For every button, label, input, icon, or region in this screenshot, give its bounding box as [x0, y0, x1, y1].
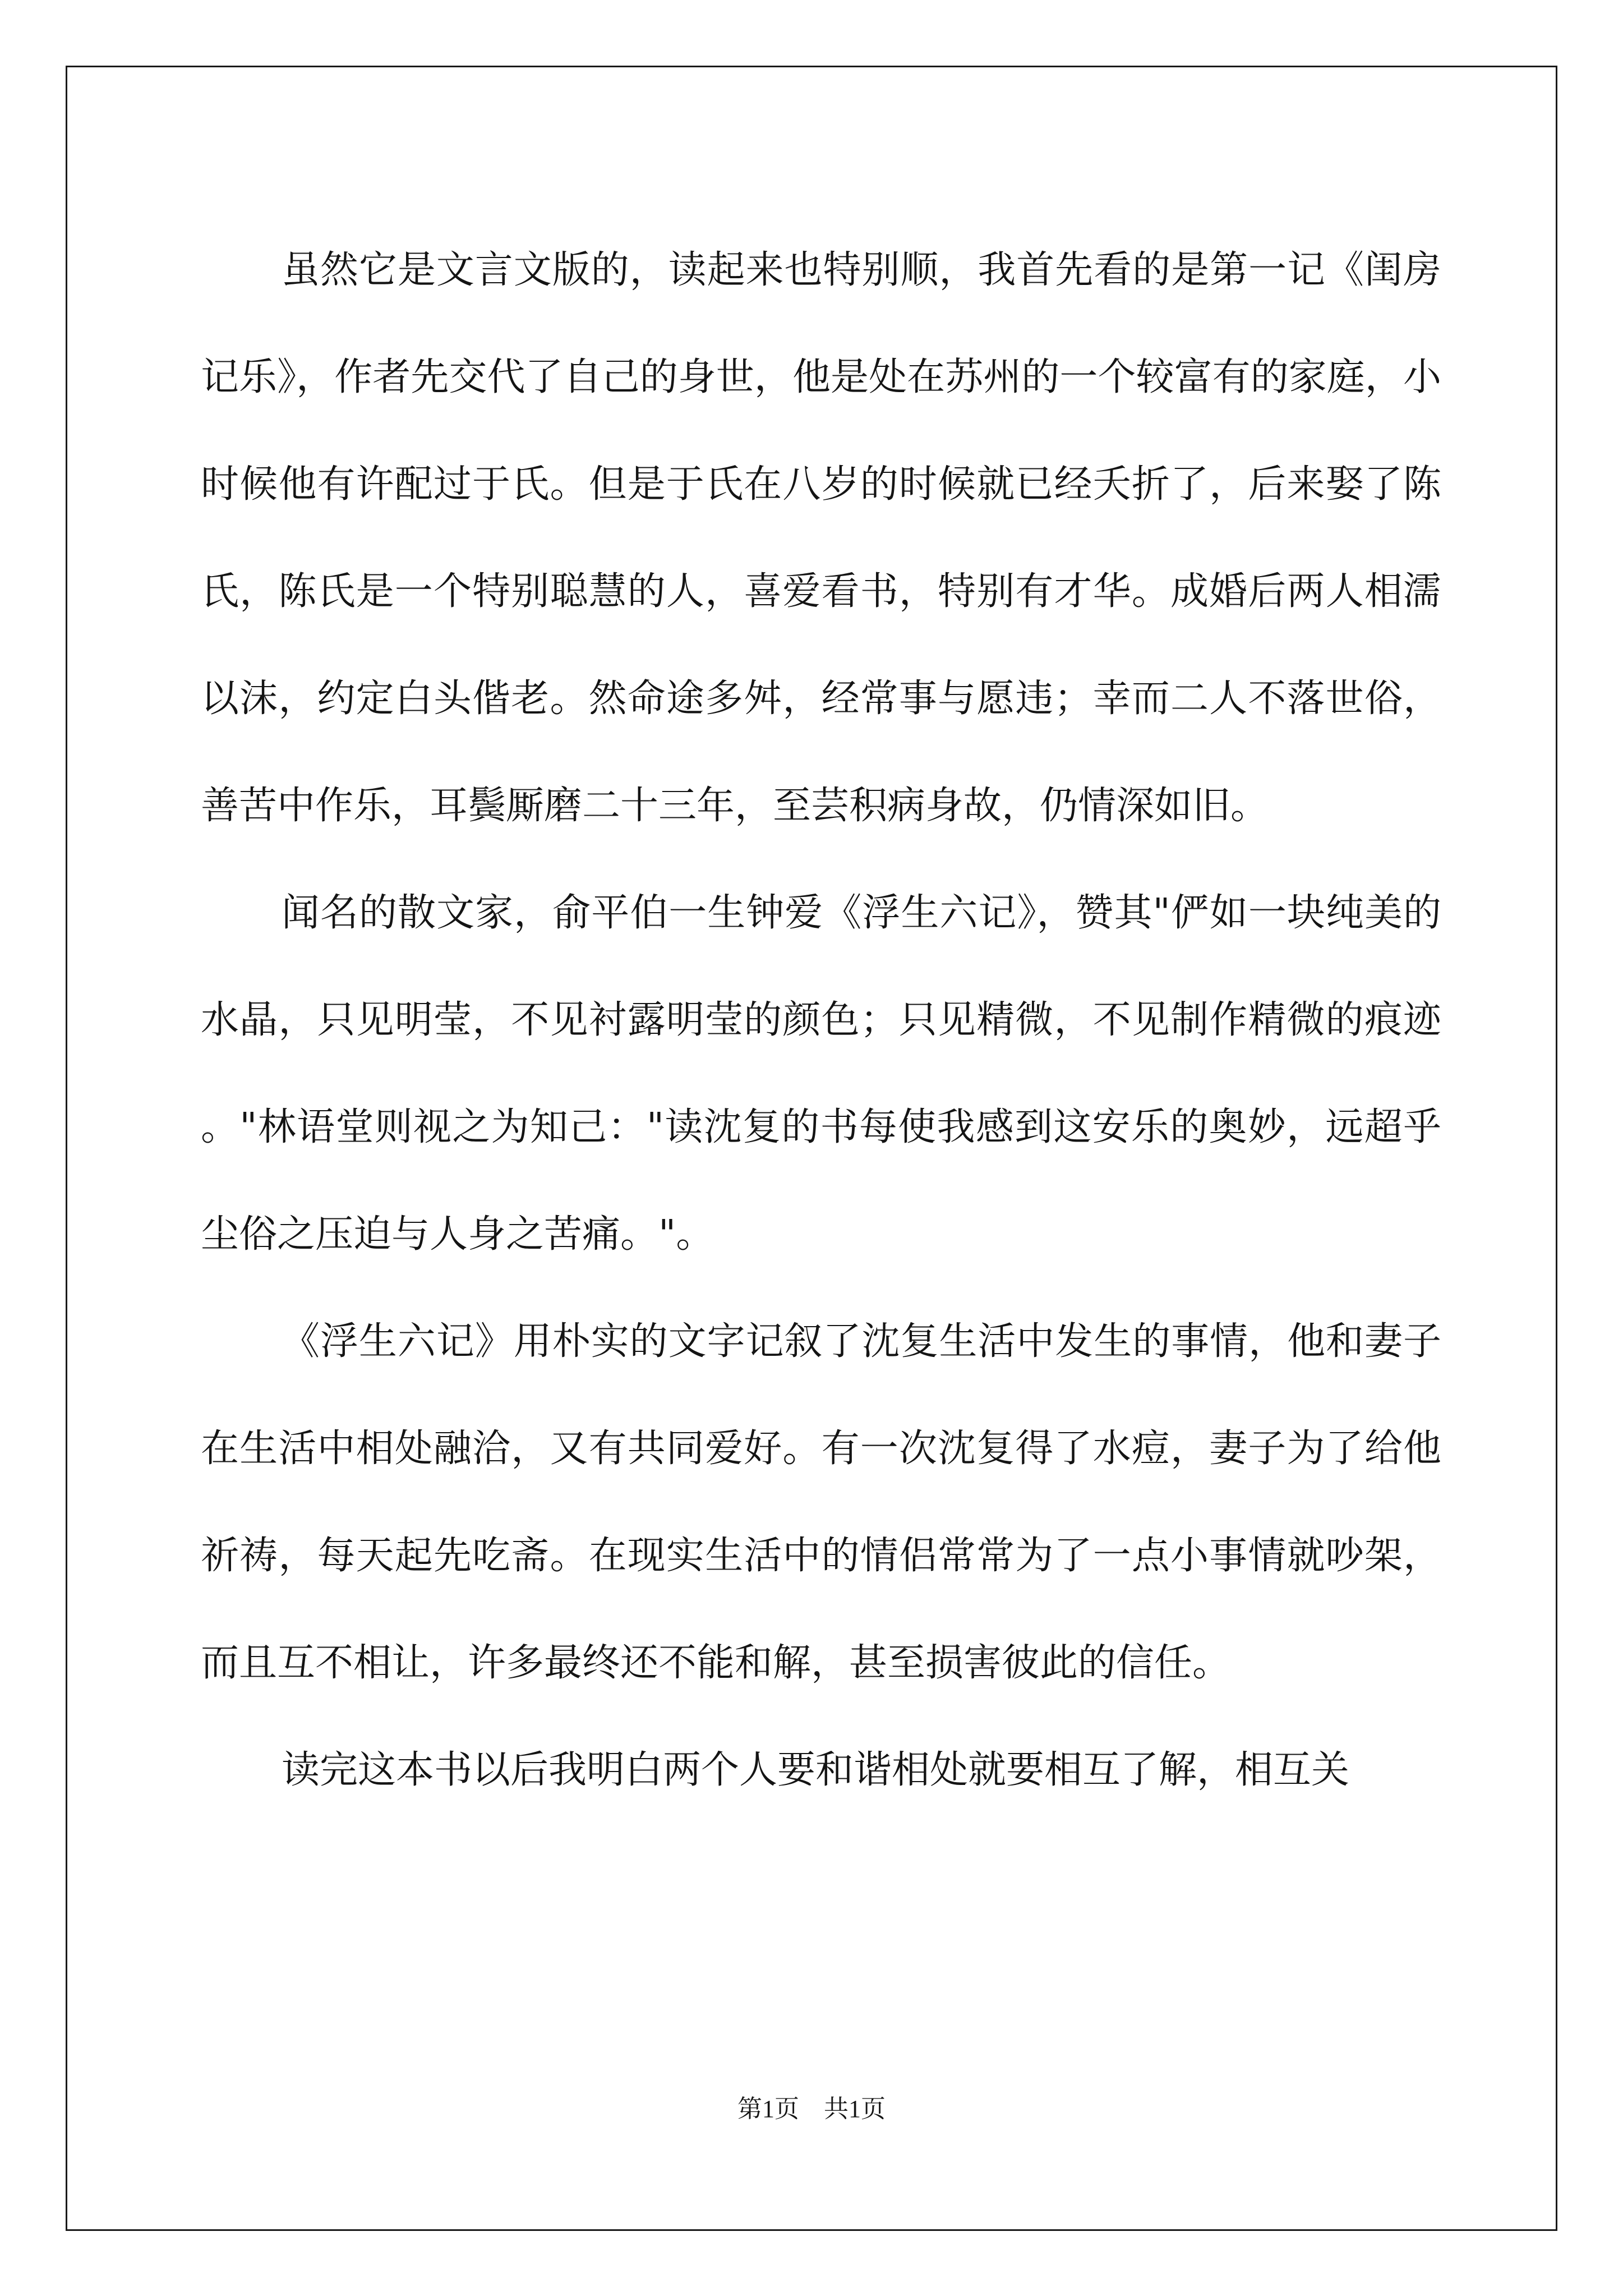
paragraph-3: 《浮生六记》用朴实的文字记叙了沈复生活中发生的事情，他和妻子在生活中相处融洽，又有共同爱好。有一次沈复得了水痘，妻子为了给他祈祷，每天起先吃斋。在现实生活中的情侣常常为了一点小事情就吵架，而且互不相让，许多最终还不能和解，甚至损害彼此的信任。 — [201, 1319, 1441, 1685]
paragraph-1: 虽然它是文言文版的，读起来也特别顺，我首先看的是第一记《闺房记乐》，作者先交代了自己的身世，他是处在苏州的一个较富有的家庭，小时候他有许配过于氏。但是于氏在八岁的时候就已经夭折了，后来娶了陈氏，陈氏是一个特别聪慧的人，喜爱看书，特别有才华。成婚后两人相濡以沫，约定白头偕老。然命途多舛，经常事与愿违；幸而二人不落世俗，善苦中作乐，耳鬓厮磨二十三年，至芸积病身故，仍情深如旧。 — [201, 248, 1441, 828]
paragraph-4: 读完这本书以后我明白两个人要和谐相处就要相互了解，相互关 — [282, 1748, 1350, 1792]
page-number-footer: 第1页 共1页 — [737, 2095, 886, 2123]
paragraph-2: 闻名的散文家，俞平伯一生钟爱《浮生六记》，赞其"俨如一块纯美的水晶，只见明莹，不见衬露明莹的颜色；只见精微，不见制作精微的痕迹。"林语堂则视之为知己："读沈复的书每使我感到这安乐的奥妙，远超乎尘俗之压迫与人身之苦痛。"。 — [201, 891, 1441, 1257]
document-body — [201, 217, 1441, 1824]
